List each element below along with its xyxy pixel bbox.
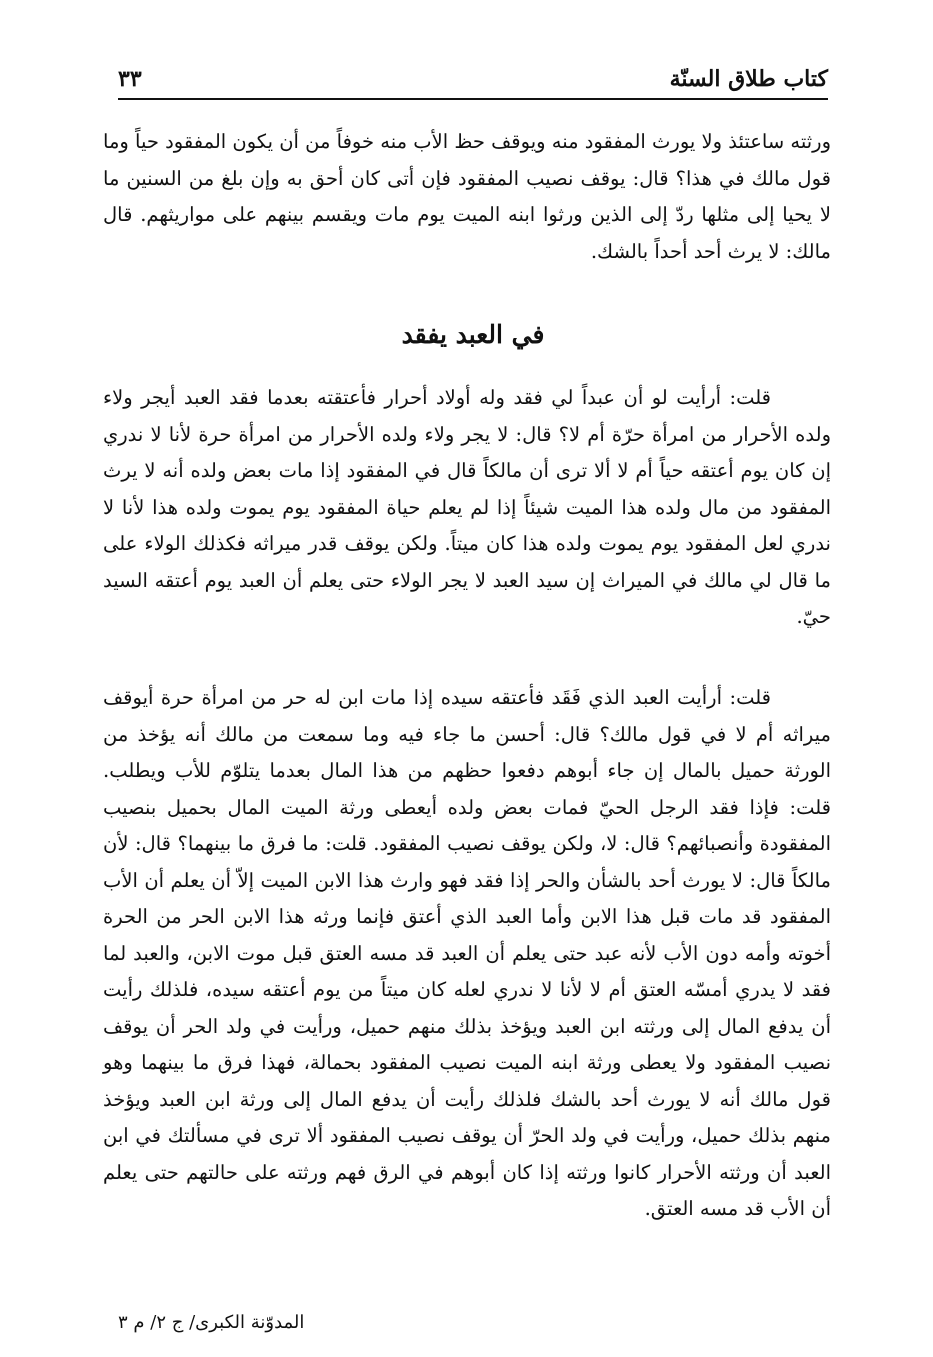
paragraph-3-text: قلت: أرأيت العبد الذي فَقَد فأعتقه سيده إذا مات ابن له حر من امرأة حرة أيوقف ميراثه أم لا في قول مالك؟ قال: أحسن ما جاء فيه وما سمعت من مالك أنه يؤخذ من الورثة حميل بالمال إن جاء أبوهم دفعوا حظهم من هذا المال بعدما يتلوّم للأب ويطلب. قلت: فإذا فقد الرجل الحيّ فمات بعض ولده أيعطى ورثة الميت المال بحميل بنصيب المفقودة وأنصبائهم؟ قال: لا، ولكن يوقف نصيب المفقود. قلت: ما فرق ما بينهما؟ قال: لأن مالكاً قال: لا يورث أحد بالشأن والحر إذا فقد فهو وارث هذا الابن الميت إلاّ أن يعلم أن الأب المفقود قد مات قبل هذا الابن وأما العبد الذي أعتق فإنما ورثه هذا الابن الحر من الحرة أخوته وأمه دون الأب لأنه عبد حتى يعلم أن العبد قد مسه العتق قبل موت الابن، والعبد لما فقد لا يدري أمسّه العتق أم لا لأنا لا ندري لعله كان ميتاً من يوم أعتقه سيده، فلذلك رأيت أن يدفع المال إلى ورثته ابن العبد ويؤخذ بذلك منهم حميل، ورأيت في ولد الحر أن يوقف نصيب المفقود ولا يعطى ورثة ابنه الميت نصيب المفقود بحمالة، فهذا فرق ما بينهما وهو قول مالك أنه لا يورث أحد بالشك فلذلك رأيت أن يدفع المال إلى ورثة ابن العبد ويؤخذ منهم بذلك حميل، ورأيت في ولد الحرّ أن يوقف نصيب المفقود ألا ترى في مسألتك في ابن العبد أن ورثته الأحرار كانوا ورثته إذا كان أبوهم في الرق فهم ورثته على حالتهم حتى يعلم أن الأب قد مسه العتق. — [103, 686, 831, 1220]
paragraph-3 — [103, 680, 831, 1228]
running-header — [118, 58, 828, 100]
paragraph-2-text: قلت: أرأيت لو أن عبداً لي فقد وله أولاد أحرار فأعتقته بعدما فقد العبد أيجر ولاء ولده الأحرار من امرأة حرّة أم لا؟ قال: لا يجر ولاء ولده الأحرار من امرأة حرة لأنا لا ندري إن كان يوم أعتقه حياً أم لا ألا ترى أن مالكاً قال في المفقود إذا مات بعض ولده أنه لا يرث المفقود من مال ولده هذا الميت شيئاً إذا لم يعلم حياة المفقود يوم يموت ولده هذا لأنا لا ندري لعل المفقود يوم يموت ولده هذا كان ميتاً. ولكن يوقف قدر ميراثه فكذلك الولاء على ما قال لي مالك في الميراث إن سيد العبد لا يجر الولاء حتى يعلم أن العبد يوم أعتقه السيد حيّ. — [103, 386, 831, 628]
section-heading: في العبد يفقد — [401, 320, 545, 349]
footer-signature: المدوّنة الكبرى/ ج ٢/ م ٣ — [118, 1312, 305, 1333]
page-number: ٣٣ — [118, 66, 142, 92]
book-title: كتاب طلاق السنّة — [669, 66, 828, 92]
paragraph-1: ورثته ساعتئذ ولا يورث المفقود منه ويوقف حظ الأب منه خوفاً من أن يكون المفقود حياً وما قول مالك في هذا؟ قال: يوقف نصيب المفقود فإن أتى كان أحق به وإن بلغ من السنين ما لا يحيا إلى مثلها ردّ إلى الذين ورثوا ابنه الميت يوم مات ويقسم بينهم على مواريثهم. قال مالك: لا يرث أحد أحداً بالشك. — [103, 130, 831, 263]
paragraph-2 — [103, 380, 831, 636]
